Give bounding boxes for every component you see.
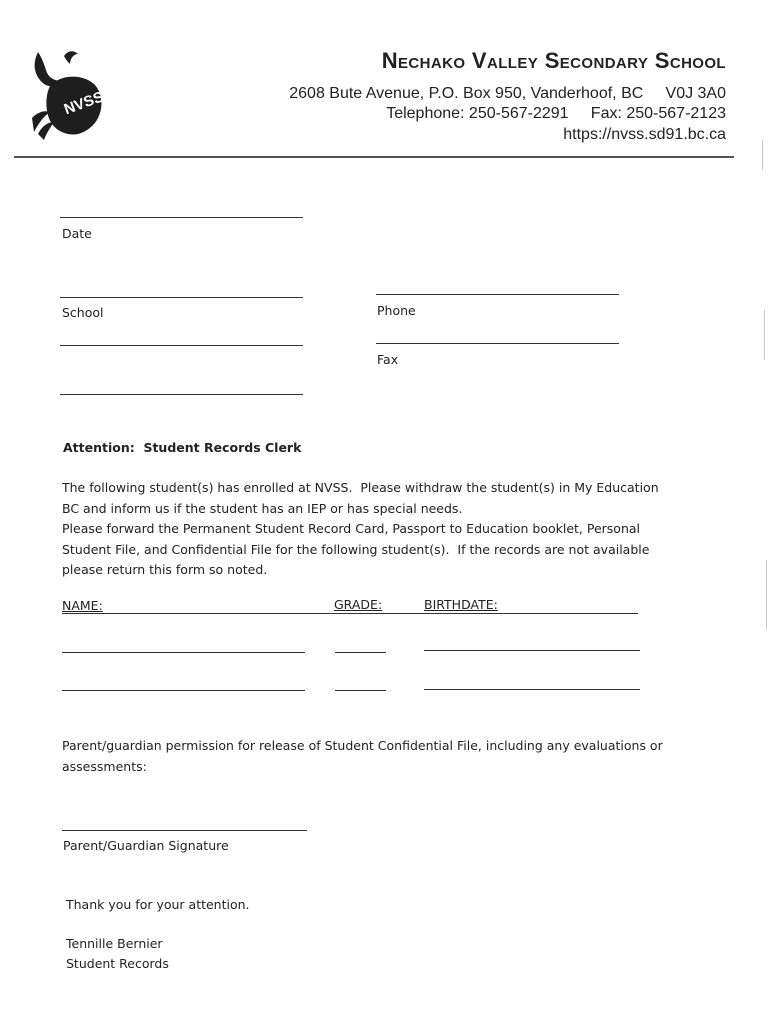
signature-line[interactable] [62,830,307,831]
request-line: Please forward the Permanent Student Record Card, Passport to Education booklet, Personal [62,521,641,536]
school-label: School [62,305,104,320]
grade-column-header: GRADE: [334,597,383,612]
school-address-line-1[interactable] [60,345,303,346]
student-row-2-name-line[interactable] [62,652,305,653]
request-line: The following student(s) has enrolled at NVSS. Please withdraw the student(s) in My Education [62,480,659,495]
phone-label: Phone [377,303,416,318]
date-label: Date [62,226,92,241]
school-field-line[interactable] [60,297,303,298]
school-name: Nechako Valley Secondary School [381,48,726,73]
thank-you-text: Thank you for your attention. [66,897,250,912]
scan-edge-mark [764,310,765,360]
scan-edge-mark [762,140,763,170]
request-line: please return this form so noted. [62,562,268,577]
header-divider [14,156,734,158]
birthdate-column-header: BIRTHDATE: [424,597,498,612]
school-address: 2608 Bute Avenue, P.O. Box 950, Vanderhoof, BC V0J 3A0 [289,85,726,102]
fax-field-line[interactable] [376,343,619,344]
permission-paragraph [62,736,712,777]
signer-name: Tennille Bernier [66,936,163,951]
school-address-line-2[interactable] [60,394,303,395]
student-row-2-birthdate-line[interactable] [424,650,640,651]
permission-line: assessments: [62,758,147,774]
attention-line: Attention: Student Records Clerk [63,440,302,455]
student-row-3-birthdate-line[interactable] [424,689,640,690]
school-phone-fax: Telephone: 250-567-2291 Fax: 250-567-2123 [386,105,726,122]
student-row-3-grade-line[interactable] [335,690,386,691]
logo-lettering: NVSS [61,88,106,119]
permission-line: Parent/guardian permission for release of Student Confidential File, including any evaluations or [62,738,663,753]
scan-edge-mark [766,560,767,630]
signer-title: Student Records [66,956,169,971]
request-line: BC and inform us if the student has an IEP or has special needs. [62,500,463,516]
date-field-line[interactable] [60,217,303,218]
phone-field-line[interactable] [376,294,619,295]
name-column-header: NAME: [62,598,103,613]
school-website: https://nvss.sd91.bc.ca [563,126,726,143]
request-line: Student File, and Confidential File for the following student(s). If the records are not available [62,541,650,557]
request-paragraph [62,478,712,581]
student-row-1-line[interactable] [62,613,638,614]
fax-label: Fax [377,352,399,367]
student-row-2-grade-line[interactable] [335,652,386,653]
student-row-3-name-line[interactable] [62,690,305,691]
signature-label: Parent/Guardian Signature [63,838,229,853]
